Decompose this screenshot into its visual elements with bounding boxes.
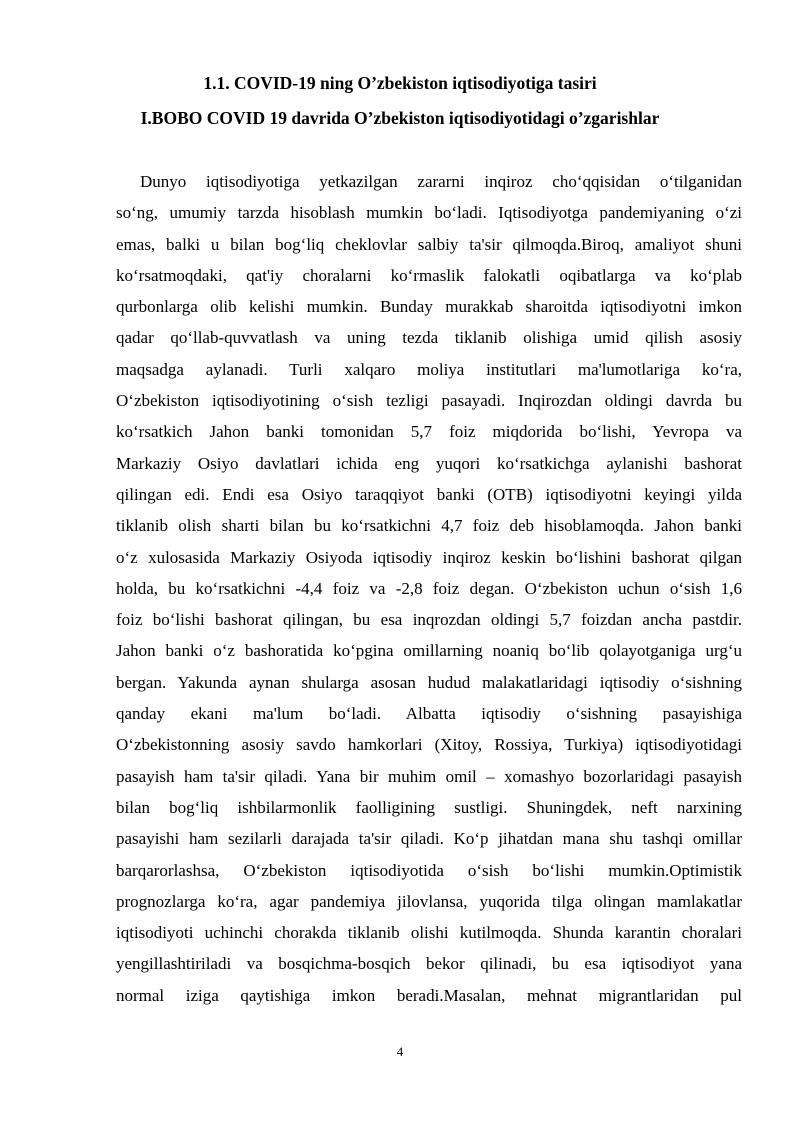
paragraph-line: normal iziga qaytishiga imkon beradi.Masalan, mehnat migrantlaridan pul <box>116 985 742 1005</box>
paragraph-line: holda, bu ko‘rsatkichni -4,4 foiz va -2,8 foiz degan. O‘zbekiston uchun o‘sish 1,6 <box>116 578 742 598</box>
paragraph-line: emas, balki u bilan bog‘liq cheklovlar salbiy ta'sir qilmoqda.Biroq, amaliyot shuni <box>116 234 742 254</box>
paragraph-line: tiklanib olish sharti bilan bu ko‘rsatkichni 4,7 foiz deb hisoblamoqda. Jahon banki <box>116 516 742 536</box>
paragraph-line: pasayishi ham sezilarli darajada ta'sir qiladi. Ko‘p jihatdan mana shu tashqi omillar <box>116 829 742 849</box>
paragraph-line: bilan bog‘liq ishbilarmonlik faolligining sustligi. Shuningdek, neft narxining <box>116 797 742 817</box>
chapter-title: I.BOBO COVID 19 davrida O’zbekiston iqtisodiyotidagi o’zgarishlar <box>140 108 660 128</box>
section-title: 1.1. COVID-19 ning O’zbekiston iqtisodiyotiga tasiri <box>203 73 597 93</box>
paragraph-line: prognozlarga ko‘ra, agar pandemiya jilovlansa, yuqorida tilga olingan mamlakatlar <box>116 891 742 911</box>
paragraph-line: O‘zbekistonning asosiy savdo hamkorlari (Xitoy, Rossiya, Turkiya) iqtisodiyotidagi <box>116 735 742 755</box>
paragraph-line: qanday ekani ma'lum bo‘ladi. Albatta iqtisodiy o‘sishning pasayishiga <box>116 704 742 724</box>
paragraph-line: qilingan edi. Endi esa Osiyo taraqqiyot banki (OTB) iqtisodiyotni keyingi yilda <box>116 484 742 504</box>
paragraph-line: O‘zbekiston iqtisodiyotining o‘sish tezligi pasayadi. Inqirozdan oldingi davrda bu <box>116 391 742 411</box>
body-text <box>116 166 742 1011</box>
paragraph-line: pasayish ham ta'sir qiladi. Yana bir muhim omil – xomashyo bozorlaridagi pasayish <box>116 766 742 786</box>
paragraph-line: Jahon banki o‘z bashoratida ko‘pgina omillarning noaniq bo‘lib qolayotganiga urg‘u <box>116 641 742 661</box>
paragraph-line: ko‘rsatkich Jahon banki tomonidan 5,7 foiz miqdorida bo‘lishi, Yevropa va <box>116 422 742 442</box>
paragraph-line: bergan. Yakunda aynan shularga asosan hudud malakatlaridagi iqtisodiy o‘sishning <box>116 672 742 692</box>
heading-block <box>0 66 800 136</box>
paragraph-line: o‘z xulosasida Markaziy Osiyoda iqtisodiy inqiroz keskin bo‘lishini bashorat qilgan <box>116 547 742 567</box>
page-number: 4 <box>396 1044 404 1059</box>
paragraph-line: Markaziy Osiyo davlatlari ichida eng yuqori ko‘rsatkichga aylanishi bashorat <box>116 453 742 473</box>
paragraph-line: foiz bo‘lishi bashorat qilingan, bu esa inqrozdan oldingi 5,7 foizdan ancha pastdir. <box>116 610 742 630</box>
paragraph-line: maqsadga aylanadi. Turli xalqaro moliya institutlari ma'lumotlariga ko‘ra, <box>116 359 742 379</box>
paragraph-line: so‘ng, umumiy tarzda hisoblash mumkin bo‘ladi. Iqtisodiyotga pandemiyaning o‘zi <box>116 203 742 223</box>
paragraph-line: ko‘rsatmoqdaki, qat'iy choralarni ko‘rmaslik falokatli oqibatlarga va ko‘plab <box>116 265 742 285</box>
paragraph-line: yengillashtiriladi va bosqichma-bosqich bekor qilinadi, bu esa iqtisodiyot yana <box>116 954 742 974</box>
paragraph-line: barqarorlashsa, O‘zbekiston iqtisodiyotida o‘sish bo‘lishi mumkin.Optimistik <box>116 860 742 880</box>
paragraph-line: Dunyo iqtisodiyotiga yetkazilgan zararni inqiroz cho‘qqisidan o‘tilganidan <box>140 172 742 191</box>
paragraph-line: qurbonlarga olib kelishi mumkin. Bunday murakkab sharoitda iqtisodiyotni imkon <box>116 297 742 317</box>
paragraph-line: iqtisodiyoti uchinchi chorakda tiklanib olishi kutilmoqda. Shunda karantin choralari <box>116 923 742 943</box>
paragraph-line: qadar qo‘llab-quvvatlash va uning tezda tiklanib olishiga umid qilish asosiy <box>116 328 742 348</box>
